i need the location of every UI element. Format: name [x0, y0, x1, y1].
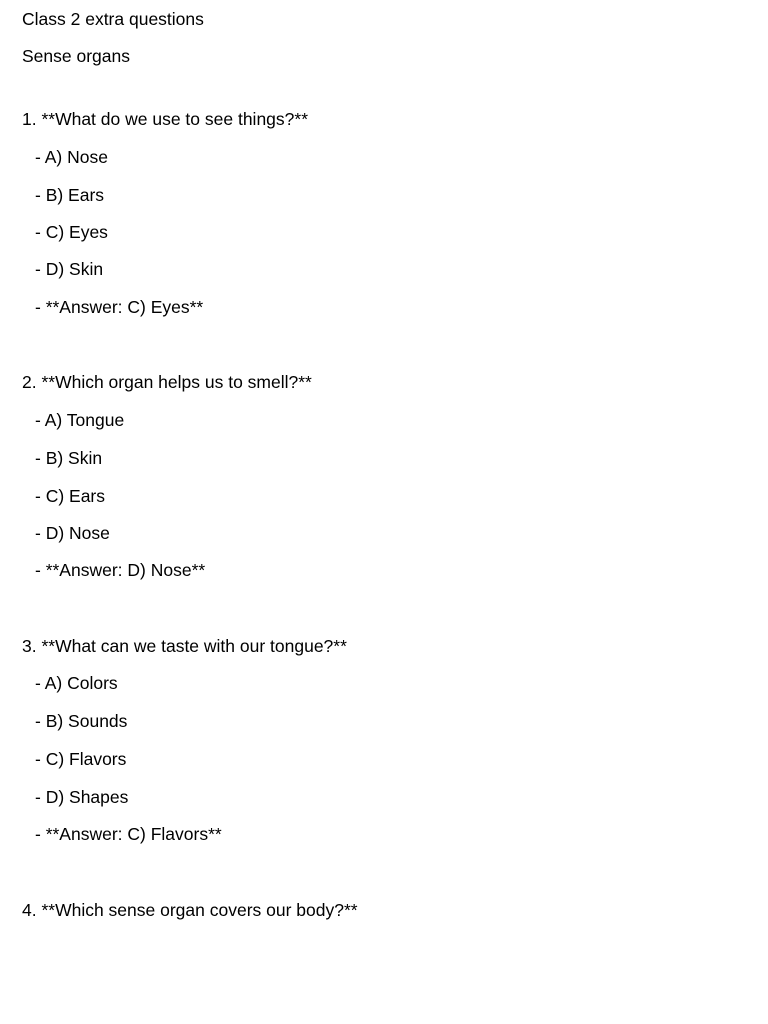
- question-1-answer: - **Answer: C) Eyes**: [35, 297, 204, 317]
- document-subtitle: Sense organs: [22, 46, 130, 66]
- question-1-option-a: - A) Nose: [35, 147, 108, 167]
- question-2-option-b: - B) Skin: [35, 448, 103, 468]
- question-2: 2. **Which organ helps us to smell?**: [22, 372, 312, 392]
- question-3-option-c: - C) Flavors: [35, 749, 127, 769]
- question-2-option-c: - C) Ears: [35, 486, 105, 506]
- question-2-option-d: - D) Nose: [35, 523, 110, 543]
- question-1-option-d: - D) Skin: [35, 259, 104, 279]
- question-1-option-b: - B) Ears: [35, 185, 105, 205]
- question-2-answer: - **Answer: D) Nose**: [35, 560, 206, 580]
- question-3-answer: - **Answer: C) Flavors**: [35, 824, 222, 844]
- question-1: 1. **What do we use to see things?**: [22, 109, 309, 129]
- question-3: 3. **What can we taste with our tongue?**: [22, 636, 347, 656]
- question-3-option-b: - B) Sounds: [35, 711, 128, 731]
- question-1-option-c: - C) Eyes: [35, 222, 108, 242]
- question-3-option-d: - D) Shapes: [35, 787, 129, 807]
- question-2-option-a: - A) Tongue: [35, 410, 125, 430]
- question-3-option-a: - A) Colors: [35, 673, 118, 693]
- document-title: Class 2 extra questions: [22, 9, 204, 29]
- question-4: 4. **Which sense organ covers our body?**: [22, 900, 358, 920]
